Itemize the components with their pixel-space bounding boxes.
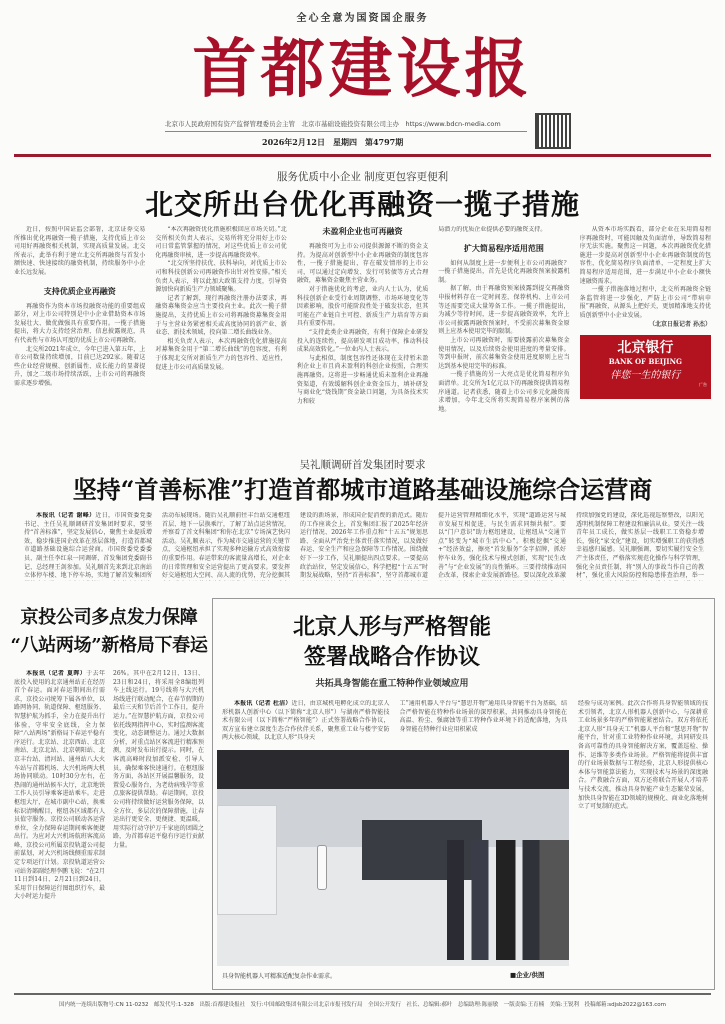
- paragraph: 经验与成功案例。此次合作将具身智能领域的技术引领者，北京人形机器人创新中心，与深耕重工业场景多年的严格智能紧密结合。双方将依托北京人形“具身天工”机器人平台和“慧思开物”智能平台，针对重工业特种作业环境，共同研发具备高可靠性的具身智能解决方案，覆盖巡检、操作、运维等多类作业场景。严格智能将提供丰富的行业场景数据与工程经验，北京人形提供核心本体与智能算法能力，实现技术与场景的深度融合。产教融合方面，双方还将联合开展人才培养与技术交流，推动具身智能产业生态繁荣发展，加快具身智能在3D领域的规模化、商业化落地树立了可复制的范式。: [578, 700, 708, 811]
- humanoid-robot: [317, 845, 327, 890]
- robot-exhibition-photo: [217, 750, 569, 966]
- article4-col: [578, 700, 708, 983]
- paragraph: 据了解，由于再融资预案披露到提交再融资申报材料存在一定时间差，保荐机构、上市公司等还需要完成大量筹备工作。一揽子措施提出，为减少等待时间，进一步提高融资效率，允许上市公司披露再融资预案时，不受前次募集资金原则上应基本使用完毕的限制。: [438, 285, 570, 336]
- paragraph: “本次再融资优化措施积极回应市场关切。”北交所相关负责人表示，交易所将充分用好上市公司日常监管掌握的情况，对这些优质上市公司优化再融资审核，进一步提高再融资效率。: [155, 226, 287, 259]
- paragraph: 记者了解到，现行再融资注册办法要求，再融资募集资金应当主要投向主业。此次一揽子措施提出，支持优质上市公司将再融资募集资金用于与主营业务紧密相关或高度协同的新产业、新业态、新技术领域，投向第二增长曲线业务。: [155, 294, 287, 337]
- publisher-line: 北京市人民政府国有资产监督管理委员会主管 北京市基础设施投资有限公司主办 https://www.bdcn-media.com: [165, 120, 527, 132]
- paragraph: 一揽子措施落地过程中，北交所再融资全链条监管将进一步强化，严防上市公司“带病申报”再融资，从源头上把好关，更加精准地支持优质创新型中小企业发展。: [579, 286, 712, 319]
- paragraph: 北交所2021年成立，今年已进入第五年，上市公司数量持续增加，目前已达292家。随着这些企业经营规模、创新属性、成长能力的显著提升，加之二级市场持续活跃，上市公司的再融资需求逐步增强。: [14, 345, 146, 387]
- ad-slogan: 伴您一生的银行: [610, 370, 681, 382]
- article2-col: [576, 512, 704, 581]
- masthead-slogan: 全心全意为国资国企服务: [296, 13, 429, 24]
- paragraph: 与此相似，制度包容性还体现在支持暂未盈利企业上市且尚未盈利的科创企业按照，合理实施再融资。这将进一步畅通优质未盈利企业再融资渠道，有效缓解科创企业资金压力，填补研发与商业化“烧钱期”资金缺口问题，为具备技术实力和较: [296, 354, 429, 405]
- paragraph: 局潜力的优质企业提供必要的融资支持。: [438, 226, 547, 233]
- article2-body: [24, 512, 704, 581]
- paragraph: 从资本市场实践看，部分企业在采用简易程序再融资时，可能因触及负面清单，导致简易程序无法实施。聚焦这一问题，本次再融资优化措施进一步提高对创新型中小企业再融资制度的包容性，优化简易程序负面清单，一定程度上扩大简易程序适用范围，进一步满足中小企业小额快速融资需求。: [579, 226, 712, 285]
- headline-line: 签署战略合作协议: [303, 644, 480, 670]
- article1-col: [438, 226, 569, 450]
- photo-caption: 具身智能机器人可精准适配复杂作业需求。: [222, 973, 337, 980]
- bank-of-beijing-ad[interactable]: [580, 335, 711, 399]
- paragraph: 活动布展现场。随后吴礼顺前往丰台站交通枢纽首层、地下一层换乘厅，了解了站点运营情况，并察看了首文科集团“和你在北京”专场演艺快闪活动。吴礼顺表示，作为城市交通运营的关键节点，交通枢纽承担了实现多种运输方式高效衔接的重要作用。春运带来的客流量高增长，对企业的日常管理和安全运营提出了更高要求。要发挥好交通枢纽大空间、高人流的优势，充分挖掘其: [162, 512, 290, 580]
- headline-line: 京投公司多点发力保障: [20, 607, 198, 628]
- article3-headline: [10, 604, 208, 660]
- paragraph: 近日，由京城机电孵化成立的北京人形机器人创新中心（以下简称“北京人形”）与湖南严格智能技术有限公司（以下简称“严格智能”）正式签署战略合作协议，双方宣布建立深度生态合作伙伴关系，聚焦重工业与楼宇安防两大核心领域，以北京人形“具身天: [222, 700, 390, 742]
- article4-subtitle: 共拓具身智能在重工特种作业领域应用: [315, 679, 469, 689]
- subheading: 扩大简易程序适用范围: [463, 242, 544, 253]
- paragraph: 近日，按照中国证监会部署，北京证券交易所推出优化再融资一揽子措施，支持优质上市公司用好再融资相关机制，实现高质量发展。北交所表示，此举有利于建立北交所再融资与首发小额快速、快速接续的融资机制，持续服务中小企业长远发展。: [14, 226, 146, 276]
- paragraph: 于去年底投入使用的北京通州站正在经历首个春运。面对春运期间出行需求，京投公司统筹下属各单位，以路网协同、轨道保障、枢纽服务、智慧护航为抓手，全力在提升出行体验，守牢安全底线，全力保障“八站两场”新格局下春运平稳有序运行。北京站、北京西站、北京南站、北京北站、北京朝阳站、北京丰台站、清河站、通州站八大火车站与首都机场、大兴机场两大机场协同联动。10时30分左右，在热闹的通州站候车大厅，北京地铁工作人员引导乘客进站乘车。走进枢纽大厅，在城市副中心站，换乘标识清晰醒目，枢纽各区域都有人员值守服务。京投公司联动各运营单位，全力保障春运期间乘客便捷出行。为应对大兴机场航班客流高峰，京投公司所属京投轨道公司提前谋划，对大兴机场线侧重需求制定专项运行计划。京投轨道运营公司站务部副经理李鹏飞说：“在2月11日到14日、2月21日到24日，采用节日保障运行图组织行车，最大小时运力提升: [14, 670, 105, 901]
- subheading: 支持优质企业再融资: [43, 285, 116, 296]
- paragraph: 近日，市国资委党委书记、主任吴礼顺调研首发集团时要求，要坚持“首善标准”，坚定发展信心，聚焦主业提质增效，稳步推进国企改革在基层落地，打造首都城市道路基础设施综合运营商。市国资委党委委员、副主任李红泉一同调研，首发集团党委副书记、总经理王剑参加。吴礼顺首先来到北京南站立体停车楼、地下停车场，实地了解首发集团所: [24, 512, 152, 580]
- masthead-title: 首都建设报: [192, 33, 533, 107]
- visitors-group: [447, 840, 569, 960]
- article1-body: [14, 226, 711, 450]
- article4-body-right: [578, 700, 708, 983]
- article2-col: [162, 512, 290, 581]
- footer-imprint: 国内统一连续出版物号:CN 11-0232 邮发代号:1-328 出版:首都建设报社 发行:中国邮政集团有限公司北京市报刊发行局 全国公开发行 社长、总编辑:郝叶 总编助理:陈丽敏 一版责编:王育楠 美编:王锐利 投稿邮箱:sdjsb2022@163.com: [14, 993, 711, 1009]
- photo-credit: ■企业/供图: [510, 971, 545, 979]
- lead: 本报讯（记者 杜洁）: [234, 700, 292, 707]
- article1-col: [14, 226, 145, 450]
- article4-col: [400, 700, 568, 743]
- article2-col: [300, 512, 428, 581]
- paragraph: 26%。其中在2月12日、13日、23日和24日，将采用全8编组列车上线运行。19号线将与大兴机场线进行联动配合，在春节假期的最后三天和节后首个工作日，提升运力。”在智慧护航方面，京投公司依托线网指挥中心，实时监测客流变化，动态调整运力。通过大数据分析，对重点站区客流进行精准预测，及时发布出行提示。同时，在客流高峰时段加派安检、引导人员，确保乘客快速通行。在枢纽服务方面，各站区开展温馨服务，设置爱心服务台，为老幼病残孕等重点旅客提供帮助。春运期间，京投公司将持续做好运营服务保障，以全方位、多层次的保障措施，让春运出行更安全、更便捷、更温暖，用实际行动守护万千家庭的团圆之路，为首都春运平稳有序运行贡献力量。: [113, 670, 204, 849]
- paragraph: 再融资作为资本市场投融资功能的重要组成部分，对上市公司特别是中小企业借助资本市场发展壮大、做优做强具有重要作用。一揽子措施提出，将大力支持经营治理、信息披露规范，具有代表性与市场认可度的优质上市公司再融资。: [14, 302, 146, 344]
- headline-line: 北京人形与严格智能: [292, 614, 491, 640]
- headline-line: “八站两场”新格局下春运: [10, 635, 208, 656]
- paragraph: 提升运营管理精细化水平，实现“道路运营与城市发展互相促进，与民生需求同频共振”。要以“门户意识”助力枢纽建设，让枢纽从“交通节点”转变为“城市生活中心”。积极挖掘“交通+”经济效益，擦亮“首发服务”金字招牌，抓好停车业务，强化技术与模式创新，实现“民生改善”与“企业发展”的良性循环。三要持续推动国企改革，探索企业发展新路径。要以深化改革激: [438, 512, 566, 580]
- article2-headline: 坚持“首善标准”打造首都城市道路基础设施综合运营商: [72, 475, 653, 504]
- qr-code-icon: [535, 113, 571, 149]
- article2-kicker: 吴礼顺调研首发集团时要求: [299, 459, 426, 471]
- paragraph: 相关负责人表示，本次再融资优化措施提高对募集资金用于“第二增长曲线”的包容度，有利于体现北交所对新质生产力的包容性、适应性，促进上市公司高质量发展。: [155, 337, 287, 371]
- article2-col: [24, 512, 152, 581]
- display-cabinet: [217, 805, 277, 915]
- paragraph: 如何从制度上进一步便利上市公司再融资？一揽子措施提出，首先是优化再融资预案披露机制。: [438, 259, 570, 284]
- subheading: 未盈利企业也可再融资: [322, 226, 403, 236]
- article3-col: [113, 670, 204, 988]
- paragraph: 对于措施优化的考虑，业内人士认为，优质科技创新企业受行业周期调整、市场环境变化等因素影响，股价可能阶段性处于破发状态，但其可能在产业链自主可控、新质生产力培育等方面具有重要作用。: [296, 285, 429, 328]
- ad-english: BANK OF BEIJING: [608, 357, 682, 367]
- article3-body: [14, 670, 204, 988]
- masthead-divider: [14, 154, 711, 157]
- byline: （北京日报记者 孙杰）: [648, 320, 712, 328]
- article3-col: [14, 670, 105, 988]
- ad-name: 北京银行: [617, 340, 674, 357]
- paragraph: 持续加强党的建设，深化巡视巡察整改，以阳光透明机制保障工程建设和廉洁从业。要关注一线青年员工成长，做实基层一线职工工资稳步增长，强化“家文化”建设，切实增强职工的获得感幸福感归属感。吴礼顺强调，要切实履行安全生产主体责任，严格落实规范化操作与科学管理，强化全员责任制，将“别人的事故当作自己的教材”，强化重大风险防控和隐患排查治理，举一: [576, 512, 704, 580]
- issue-date: 2026年2月12日 星期四 第4797期: [262, 137, 404, 147]
- paragraph: 建设的新场景，形成国企促消费的新范式。随后的工作座谈会上，首发集团汇报了2025年经济运行情况、2026年工作重点和“十五五”规划思路、全面从严治党主体责任落实情况，以及做好春运、安全生产和应急保障等工作情况。围绕做好下一步工作，吴礼顺提出四点要求。一要提高政治站位，坚定发展信心，科学把握“十五五”时期发展战略，坚持“首善标准”，坚守首都城市道: [300, 512, 428, 580]
- lead: 本报讯（记者 夏晖）: [26, 670, 87, 677]
- ad-tag: 广告: [699, 382, 708, 388]
- paragraph: “北交所坚持扶优、扶科导向，对优质上市公司和科技创新公司再融资作出针对性安排。”相关负责人表示，将以此加大政策支持力度，引导资源加快向新质生产力领域聚集。: [155, 260, 287, 294]
- article2-col: [438, 512, 566, 581]
- article1-col: [580, 226, 711, 450]
- paragraph: “支持此类企业再融资，有利于保障企业研发投入的连续性，提高研发项目成功率，推动科技成果高效转化。”一位业内人士表示。: [296, 328, 429, 354]
- paragraph: 工”通用机器人平台与“慧思开物”通用具身智能平台为基础，结合严格智能在特种作业场景的深厚积累，共同推动具身智能在高温、粉尘、强腐蚀等重工特种作业环境下的适配落地，为具身智能在特种行业应用积累成: [399, 700, 567, 733]
- paragraph: 上市公司再融资时，需要披露前次募集资金使用情况，以及后续资金使用进度的考量安排。等到申报时，前次募集资金使用进度原则上应当达到基本使用完毕的标准。: [438, 336, 570, 370]
- article4-col: [222, 700, 390, 743]
- article1-kicker: 服务优质中小企业 制度更包容更便利: [276, 171, 449, 183]
- article1-col: [155, 226, 286, 450]
- article1-headline: 北交所出台优化再融资一揽子措施: [144, 188, 580, 221]
- article4-headline: [212, 612, 572, 672]
- paragraph: 一揽子措施的另一大亮点是优化简易程序负面清单。北交所为1亿元以下的再融资提供简易程序通道。记者获悉，随着上市公司多元化融资需求增加，今年北交所将实现简易程序案例的落地。: [438, 371, 570, 413]
- lead: 本报讯（记者 谢峰）: [36, 512, 96, 519]
- paragraph: 再融资可为上市公司提供源源不断的资金支持。为提高对创新型中小企业再融资的制度包容性，一揽子措施提出，存在破发情形的上市公司，可以通过定向增发、发行可转债等方式合理融资，募集资金聚焦主营业务。: [296, 243, 429, 285]
- article1-col: [297, 226, 428, 450]
- article4-body: [222, 700, 567, 743]
